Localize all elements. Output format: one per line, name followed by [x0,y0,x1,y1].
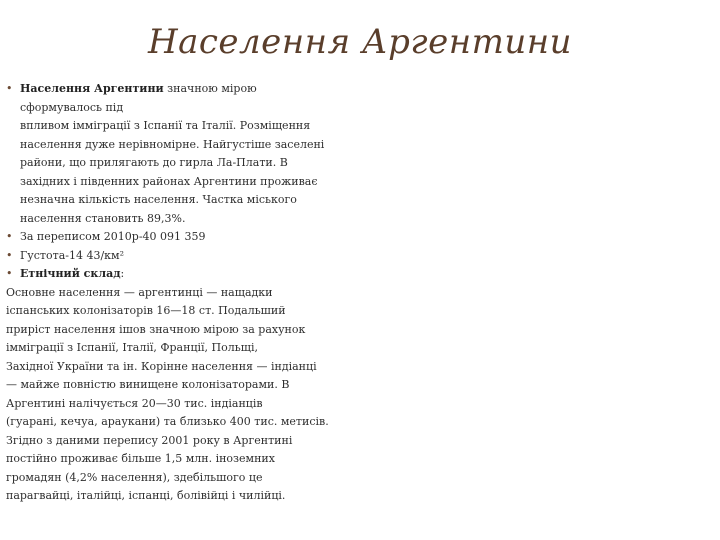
bullet-line: Густота-14 43/км² [20,248,125,262]
paragraph-line: Західної України та ін. Корінне населення — індіанці [6,359,317,373]
paragraph-line: імміграції з Іспанії, Італії, Франції, Польщі, [6,341,258,354]
bullet-line: За переписом 2010р-40 091 359 [20,230,206,243]
paragraph-line: (гуарані, кечуа, араукани) та близько 400 тис. метисів. [6,415,329,428]
bold-term: Етнічний склад [20,267,121,280]
bullet-density [6,247,356,266]
paragraph-line: іспанських колонізаторів 16—18 ст. Подальший [6,304,286,317]
bullet-line: Етнічний склад: [20,267,125,280]
bullet-line: райони, що прилягають до гирла Ла-Плати. В [20,156,288,169]
slide-title: Населення Аргентини [147,22,573,62]
bold-term: Населення Аргентини [20,82,164,95]
paragraph-line: постійно проживає більше 1,5 млн. іноземних [6,452,275,465]
bullet-line: населення дуже нерівномірне. Найгустіше заселені [20,137,325,151]
paragraph-line: парагвайці, італійці, іспанці, болівійці і чилійці. [6,489,286,502]
bullet-population [6,80,356,228]
bullet-ethnic [6,265,356,284]
bullet-line: незначна кількість населення. Частка міського [20,193,297,206]
bullet-line: західних і південних районах Аргентини проживає [20,174,318,188]
bullet-dot-icon: • [6,267,13,280]
paragraph-line: Основне населення — аргентинці — нащадки [6,285,273,299]
bullet-line: сформувалось під [20,100,124,114]
bullet-line: Населення Аргентини значною мірою [20,82,257,95]
bullet-dot-icon: • [6,82,13,95]
paragraph-line: приріст населення ішов значною мірою за рахунок [6,322,306,336]
bullet-line: впливом імміграції з Іспанії та Італії. Розміщення [20,119,311,132]
bullet-line: населення становить 89,3%. [20,211,186,225]
paragraph-line: Аргентині налічується 20—30 тис. індіанців [6,396,263,410]
paragraph-line: Згідно з даними перепису 2001 року в Аргентині [6,433,293,447]
bullet-census [6,228,356,247]
paragraph-line: — майже повністю винищене колонізаторами. В [6,378,290,391]
ethnic-paragraph [6,284,356,506]
bullet-dot-icon: • [6,248,13,262]
bullet-dot-icon: • [6,230,13,243]
slide-content [6,80,356,506]
paragraph-line: громадян (4,2% населення), здебільшого це [6,470,263,484]
